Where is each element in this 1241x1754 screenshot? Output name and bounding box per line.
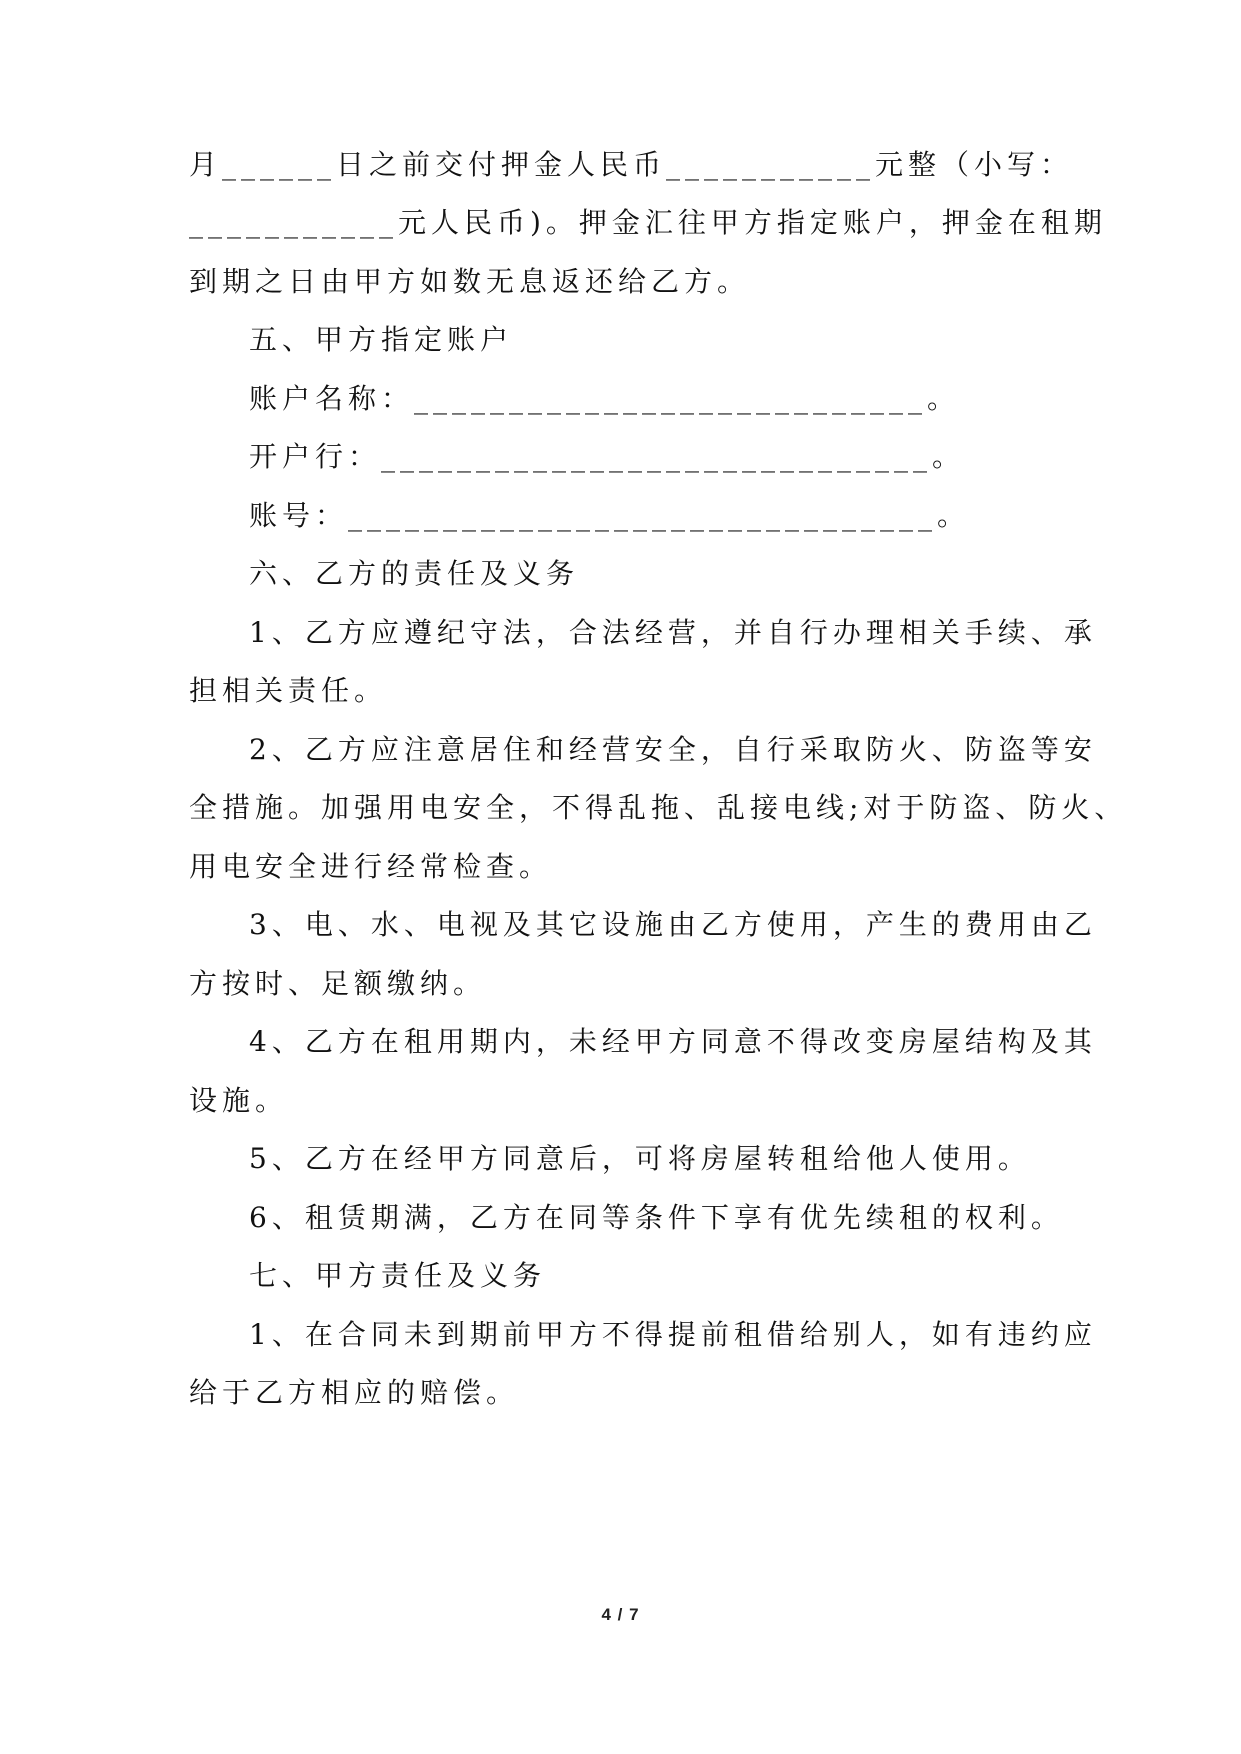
text-line: 开户行：_____________________________。 bbox=[249, 440, 966, 473]
text-line: 用电安全进行经常检查。 bbox=[189, 850, 553, 883]
text-line: 担相关责任。 bbox=[189, 674, 388, 707]
text-line: 到期之日由甲方如数无息返还给乙方。 bbox=[189, 265, 751, 298]
text-line: 2、乙方应注意居住和经营安全，自行采取防火、防盗等安 bbox=[249, 733, 1097, 766]
text-line: 账户名称：___________________________。 bbox=[249, 382, 961, 415]
text-line: 全措施。加强用电安全，不得乱拖、乱接电线;对于防盗、防火、 bbox=[189, 791, 1128, 824]
section-heading: 七、甲方责任及义务 bbox=[249, 1259, 547, 1292]
text-line: 账号：_______________________________。 bbox=[249, 499, 971, 532]
text-line: 1、乙方应遵纪守法，合法经营，并自行办理相关手续、承 bbox=[249, 616, 1097, 649]
text-line: 5、乙方在经甲方同意后，可将房屋转租给他人使用。 bbox=[249, 1142, 1031, 1175]
text-line: 设施。 bbox=[189, 1084, 289, 1117]
page-number: 4 / 7 bbox=[601, 1605, 640, 1624]
text-line: 6、租赁期满，乙方在同等条件下享有优先续租的权利。 bbox=[249, 1201, 1064, 1234]
text-line: 月______日之前交付押金人民币___________元整（小写： bbox=[189, 148, 1074, 181]
text-line: 方按时、足额缴纳。 bbox=[189, 967, 487, 1000]
text-line: 3、电、水、电视及其它设施由乙方使用，产生的费用由乙 bbox=[249, 908, 1097, 941]
text-line: 4、乙方在租用期内，未经甲方同意不得改变房屋结构及其 bbox=[249, 1025, 1097, 1058]
text-line: ___________元人民币)。押金汇往甲方指定账户，押金在租期 bbox=[189, 206, 1107, 239]
text-line: 1、在合同未到期前甲方不得提前租借给别人，如有违约应 bbox=[249, 1318, 1097, 1351]
text-line: 给于乙方相应的赔偿。 bbox=[189, 1376, 520, 1409]
section-heading: 六、乙方的责任及义务 bbox=[249, 557, 580, 590]
section-heading: 五、甲方指定账户 bbox=[249, 323, 514, 356]
